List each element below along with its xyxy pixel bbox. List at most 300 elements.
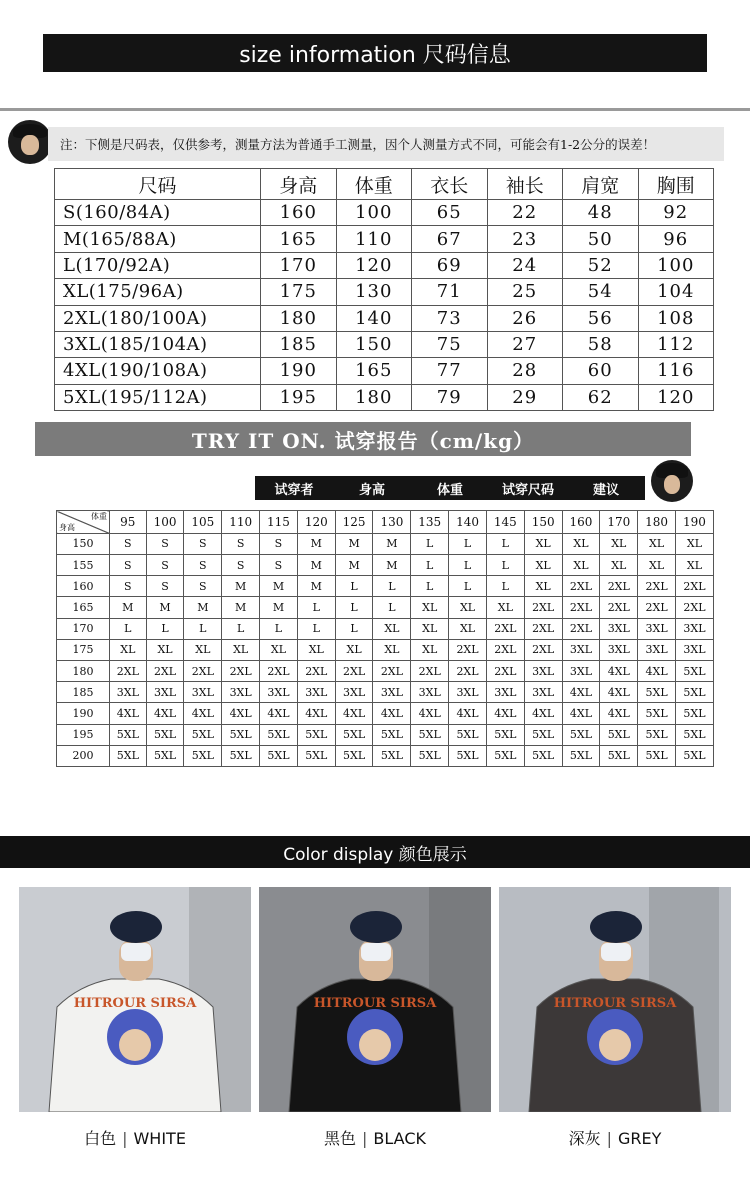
size-cell: L [449, 576, 487, 597]
size-cell: 4XL [184, 703, 222, 724]
model-illustration [19, 887, 251, 1112]
height-cell: 175 [57, 639, 110, 660]
size-cell: 2XL [675, 597, 713, 618]
size-cell: 2XL [373, 660, 411, 681]
color-display-title: Color display 颜色展示 [283, 844, 467, 865]
color-name-cn: 白色 [84, 1129, 117, 1148]
size-cell: 4XL [335, 703, 373, 724]
size-cell: M [184, 597, 222, 618]
size-cell: 5XL [486, 745, 524, 766]
size-cell: S [184, 554, 222, 575]
size-cell: 5XL [449, 724, 487, 745]
table-cell: 24 [487, 252, 563, 278]
color-caption [15, 1126, 255, 1149]
size-cell: M [297, 554, 335, 575]
size-cell: XL [222, 639, 260, 660]
size-cell: 3XL [524, 660, 562, 681]
height-cell: 150 [57, 533, 110, 554]
size-cell: 2XL [146, 660, 184, 681]
table-cell: 185 [261, 331, 337, 357]
size-cell: XL [524, 533, 562, 554]
size-cell: M [373, 554, 411, 575]
column-header: 衣长 [412, 169, 488, 200]
weight-header-cell: 130 [373, 511, 411, 534]
size-cell: XL [486, 597, 524, 618]
size-cell: 5XL [335, 724, 373, 745]
size-cell: 4XL [638, 660, 676, 681]
table-row [55, 252, 714, 278]
size-cell: XL [411, 639, 449, 660]
size-cell: S [222, 533, 260, 554]
table-cell: 75 [412, 331, 488, 357]
table-cell: 56 [563, 305, 639, 331]
size-cell: 4XL [449, 703, 487, 724]
header-label: 体重 [436, 482, 463, 498]
weight-header-cell: 120 [297, 511, 335, 534]
table-cell: 69 [412, 252, 488, 278]
size-cell: L [411, 554, 449, 575]
table-cell: 165 [336, 358, 412, 384]
table-cell: 120 [336, 252, 412, 278]
size-cell: 5XL [638, 682, 676, 703]
size-cell: XL [675, 533, 713, 554]
table-cell: 104 [638, 279, 714, 305]
table-row [55, 226, 714, 252]
size-cell: 3XL [600, 639, 638, 660]
size-cell: 2XL [222, 660, 260, 681]
size-cell: 4XL [110, 703, 147, 724]
table-cell: 58 [563, 331, 639, 357]
product-photo [259, 887, 491, 1112]
size-cell: XL [562, 533, 600, 554]
size-cell: 5XL [675, 724, 713, 745]
table-row [55, 384, 714, 410]
size-cell: L [411, 533, 449, 554]
table-row [55, 200, 714, 226]
size-cell: S [146, 554, 184, 575]
table-cell: 100 [638, 252, 714, 278]
size-label-cell: L(170/92A) [55, 252, 261, 278]
size-cell: 2XL [562, 597, 600, 618]
table-row [57, 724, 714, 745]
try-on-title-bar [35, 422, 691, 456]
height-cell: 165 [57, 597, 110, 618]
size-cell: 5XL [562, 745, 600, 766]
size-label-cell: 4XL(190/108A) [55, 358, 261, 384]
weight-header-cell: 140 [449, 511, 487, 534]
size-label-cell: S(160/84A) [55, 200, 261, 226]
height-cell: 155 [57, 554, 110, 575]
size-cell: 5XL [524, 724, 562, 745]
size-cell: S [184, 576, 222, 597]
product-photo [499, 887, 731, 1112]
size-cell: XL [524, 576, 562, 597]
table-cell: 170 [261, 252, 337, 278]
size-cell: M [260, 576, 298, 597]
model-avatar [8, 120, 52, 164]
size-cell: 2XL [638, 576, 676, 597]
size-cell: 5XL [297, 745, 335, 766]
size-cell: 4XL [600, 660, 638, 681]
note-text: 注：下侧是尺码表，仅供参考，测量方法为普通手工测量，因个人测量方式不同，可能会有1-2公分的误差！ [60, 137, 656, 152]
weight-header-cell: 180 [638, 511, 676, 534]
size-cell: 5XL [260, 745, 298, 766]
table-cell: 27 [487, 331, 563, 357]
table-row [55, 279, 714, 305]
table-row [57, 660, 714, 681]
corner-weight-label: 体重 [91, 512, 107, 521]
table-cell: 62 [563, 384, 639, 410]
size-cell: XL [675, 554, 713, 575]
column-header: 尺码 [55, 169, 261, 200]
table-cell: 26 [487, 305, 563, 331]
size-cell: 2XL [486, 618, 524, 639]
size-cell: XL [146, 639, 184, 660]
weight-header-cell: 145 [486, 511, 524, 534]
color-display-bar [0, 836, 750, 868]
table-cell: 92 [638, 200, 714, 226]
size-cell: L [486, 576, 524, 597]
divider [0, 108, 750, 111]
size-cell: XL [449, 597, 487, 618]
weight-header-cell: 105 [184, 511, 222, 534]
size-cell: 3XL [184, 682, 222, 703]
column-header: 身高 [261, 169, 337, 200]
size-cell: M [146, 597, 184, 618]
size-cell: 5XL [335, 745, 373, 766]
weight-header-cell: 170 [600, 511, 638, 534]
size-cell: 2XL [260, 660, 298, 681]
corner-cell [57, 511, 110, 534]
caption-separator: | [362, 1129, 368, 1148]
table-cell: 160 [261, 200, 337, 226]
size-cell: 3XL [146, 682, 184, 703]
size-cell: 5XL [373, 724, 411, 745]
size-cell: M [335, 533, 373, 554]
measurement-note [48, 127, 724, 161]
size-cell: XL [411, 618, 449, 639]
try-on-table [56, 510, 714, 767]
table-cell: 60 [563, 358, 639, 384]
column-header: 体重 [336, 169, 412, 200]
size-cell: 5XL [562, 724, 600, 745]
color-name-cn: 黑色 [324, 1129, 357, 1148]
weight-header-cell: 95 [110, 511, 147, 534]
size-cell: S [146, 533, 184, 554]
size-cell: 5XL [675, 745, 713, 766]
size-cell: 3XL [335, 682, 373, 703]
table-cell: 96 [638, 226, 714, 252]
height-cell: 160 [57, 576, 110, 597]
color-name-en: WHITE [133, 1129, 186, 1148]
size-cell: 2XL [524, 618, 562, 639]
table-cell: 175 [261, 279, 337, 305]
size-cell: XL [600, 554, 638, 575]
page-title: size information 尺码信息 [239, 42, 511, 68]
try-on-header-bar [255, 476, 645, 500]
table-cell: 25 [487, 279, 563, 305]
header-label: 试穿者 [274, 482, 314, 498]
size-cell: 3XL [110, 682, 147, 703]
size-cell: 4XL [146, 703, 184, 724]
size-cell: 5XL [600, 724, 638, 745]
size-cell: 3XL [600, 618, 638, 639]
size-cell: 5XL [638, 724, 676, 745]
color-caption [255, 1126, 495, 1149]
size-cell: M [297, 533, 335, 554]
size-cell: L [297, 618, 335, 639]
size-cell: 2XL [335, 660, 373, 681]
size-cell: XL [297, 639, 335, 660]
size-cell: 2XL [600, 597, 638, 618]
size-label-cell: M(165/88A) [55, 226, 261, 252]
model-illustration [499, 887, 731, 1112]
size-cell: 5XL [411, 745, 449, 766]
size-cell: 4XL [524, 703, 562, 724]
size-cell: L [373, 576, 411, 597]
size-cell: 4XL [260, 703, 298, 724]
table-cell: 50 [563, 226, 639, 252]
weight-header-cell: 125 [335, 511, 373, 534]
size-cell: 3XL [562, 660, 600, 681]
size-cell: 5XL [110, 745, 147, 766]
caption-separator: | [122, 1129, 128, 1148]
size-cell: 5XL [638, 745, 676, 766]
table-cell: 28 [487, 358, 563, 384]
size-cell: 3XL [638, 639, 676, 660]
table-row [55, 331, 714, 357]
size-cell: M [222, 576, 260, 597]
size-cell: S [260, 554, 298, 575]
size-cell: S [260, 533, 298, 554]
color-name-cn: 深灰 [568, 1129, 601, 1148]
size-label-cell: 3XL(185/104A) [55, 331, 261, 357]
size-cell: 3XL [449, 682, 487, 703]
size-cell: XL [373, 618, 411, 639]
height-cell: 200 [57, 745, 110, 766]
size-cell: L [449, 554, 487, 575]
size-cell: 5XL [184, 724, 222, 745]
size-cell: XL [411, 597, 449, 618]
table-row [57, 682, 714, 703]
size-cell: 2XL [184, 660, 222, 681]
size-cell: L [335, 597, 373, 618]
size-label-cell: 5XL(195/112A) [55, 384, 261, 410]
size-label-cell: 2XL(180/100A) [55, 305, 261, 331]
size-label-cell: XL(175/96A) [55, 279, 261, 305]
size-cell: 5XL [184, 745, 222, 766]
size-cell: 3XL [675, 618, 713, 639]
column-header: 袖长 [487, 169, 563, 200]
size-cell: M [297, 576, 335, 597]
size-cell: 4XL [562, 682, 600, 703]
table-row [57, 639, 714, 660]
table-row [57, 703, 714, 724]
header-label: 身高 [358, 482, 385, 498]
corner-height-label: 身高 [59, 522, 75, 532]
size-cell: XL [524, 554, 562, 575]
height-cell: 170 [57, 618, 110, 639]
size-cell: L [110, 618, 147, 639]
product-photo [19, 887, 251, 1112]
table-cell: 180 [336, 384, 412, 410]
size-cell: 2XL [411, 660, 449, 681]
size-cell: S [110, 576, 147, 597]
table-cell: 130 [336, 279, 412, 305]
table-cell: 116 [638, 358, 714, 384]
table-cell: 108 [638, 305, 714, 331]
size-cell: 5XL [449, 745, 487, 766]
size-cell: 2XL [486, 639, 524, 660]
size-cell: 3XL [486, 682, 524, 703]
size-cell: 3XL [675, 639, 713, 660]
table-cell: 29 [487, 384, 563, 410]
height-cell: 180 [57, 660, 110, 681]
color-name-en: GREY [618, 1129, 662, 1148]
size-cell: S [110, 533, 147, 554]
size-cell: S [146, 576, 184, 597]
table-row [57, 554, 714, 575]
size-cell: XL [184, 639, 222, 660]
weight-header-cell: 160 [562, 511, 600, 534]
table-cell: 23 [487, 226, 563, 252]
size-cell: 4XL [486, 703, 524, 724]
table-row [57, 618, 714, 639]
size-cell: 2XL [297, 660, 335, 681]
table-header-row [57, 511, 714, 534]
size-cell: 3XL [562, 639, 600, 660]
color-name-en: BLACK [373, 1129, 426, 1148]
size-cell: 5XL [675, 660, 713, 681]
table-row [55, 358, 714, 384]
table-cell: 165 [261, 226, 337, 252]
weight-header-cell: 115 [260, 511, 298, 534]
size-cell: XL [449, 618, 487, 639]
size-cell: M [335, 554, 373, 575]
table-cell: 65 [412, 200, 488, 226]
size-cell: 5XL [222, 745, 260, 766]
weight-header-cell: 110 [222, 511, 260, 534]
size-cell: XL [600, 533, 638, 554]
table-cell: 73 [412, 305, 488, 331]
size-cell: 4XL [222, 703, 260, 724]
size-cell: 2XL [675, 576, 713, 597]
size-table [54, 168, 714, 411]
height-cell: 195 [57, 724, 110, 745]
size-cell: 2XL [600, 576, 638, 597]
size-cell: L [335, 576, 373, 597]
table-cell: 71 [412, 279, 488, 305]
table-row [57, 745, 714, 766]
size-cell: 3XL [373, 682, 411, 703]
header-label: 建议 [592, 482, 619, 498]
size-cell: 2XL [486, 660, 524, 681]
size-cell: 5XL [260, 724, 298, 745]
size-cell: 2XL [524, 639, 562, 660]
size-cell: 5XL [486, 724, 524, 745]
size-cell: XL [562, 554, 600, 575]
table-cell: 112 [638, 331, 714, 357]
size-cell: L [260, 618, 298, 639]
size-cell: L [335, 618, 373, 639]
weight-header-cell: 100 [146, 511, 184, 534]
table-row [57, 576, 714, 597]
model-avatar [651, 460, 693, 502]
model-illustration [259, 887, 491, 1112]
size-cell: 5XL [146, 745, 184, 766]
color-caption [495, 1126, 735, 1149]
column-header: 肩宽 [563, 169, 639, 200]
table-cell: 120 [638, 384, 714, 410]
height-cell: 185 [57, 682, 110, 703]
size-cell: 4XL [297, 703, 335, 724]
size-cell: M [222, 597, 260, 618]
table-cell: 100 [336, 200, 412, 226]
table-cell: 110 [336, 226, 412, 252]
size-cell: S [184, 533, 222, 554]
size-cell: 5XL [222, 724, 260, 745]
shirt-graphic-text: HITROUR SIRSA [73, 996, 197, 1011]
size-cell: 2XL [524, 597, 562, 618]
size-cell: 5XL [600, 745, 638, 766]
size-cell: S [110, 554, 147, 575]
size-cell: 5XL [675, 703, 713, 724]
size-cell: XL [373, 639, 411, 660]
size-cell: 4XL [373, 703, 411, 724]
caption-separator: | [606, 1129, 612, 1148]
size-cell: XL [260, 639, 298, 660]
size-cell: 3XL [297, 682, 335, 703]
size-cell: 2XL [638, 597, 676, 618]
weight-header-cell: 150 [524, 511, 562, 534]
size-cell: L [297, 597, 335, 618]
size-cell: L [449, 533, 487, 554]
shirt-graphic-text: HITROUR SIRSA [313, 996, 437, 1011]
size-cell: 5XL [297, 724, 335, 745]
try-on-title: TRY IT ON. 试穿报告（cm/kg） [191, 428, 535, 453]
table-cell: 79 [412, 384, 488, 410]
table-row [55, 305, 714, 331]
size-cell: 2XL [449, 639, 487, 660]
size-cell: L [373, 597, 411, 618]
size-cell: L [411, 576, 449, 597]
table-cell: 54 [563, 279, 639, 305]
header-label: 试穿尺码 [501, 482, 554, 498]
table-cell: 190 [261, 358, 337, 384]
size-cell: S [222, 554, 260, 575]
table-cell: 150 [336, 331, 412, 357]
size-cell: 2XL [562, 576, 600, 597]
size-cell: XL [638, 554, 676, 575]
size-cell: 2XL [449, 660, 487, 681]
size-cell: L [486, 554, 524, 575]
table-cell: 180 [261, 305, 337, 331]
size-cell: XL [638, 533, 676, 554]
size-cell: 5XL [373, 745, 411, 766]
shirt-graphic-text: HITROUR SIRSA [553, 996, 677, 1011]
size-cell: 4XL [600, 682, 638, 703]
size-cell: L [486, 533, 524, 554]
size-cell: 5XL [675, 682, 713, 703]
size-cell: 5XL [146, 724, 184, 745]
size-cell: 5XL [638, 703, 676, 724]
size-cell: M [260, 597, 298, 618]
table-cell: 195 [261, 384, 337, 410]
table-cell: 77 [412, 358, 488, 384]
size-cell: 3XL [260, 682, 298, 703]
size-cell: 3XL [222, 682, 260, 703]
height-cell: 190 [57, 703, 110, 724]
